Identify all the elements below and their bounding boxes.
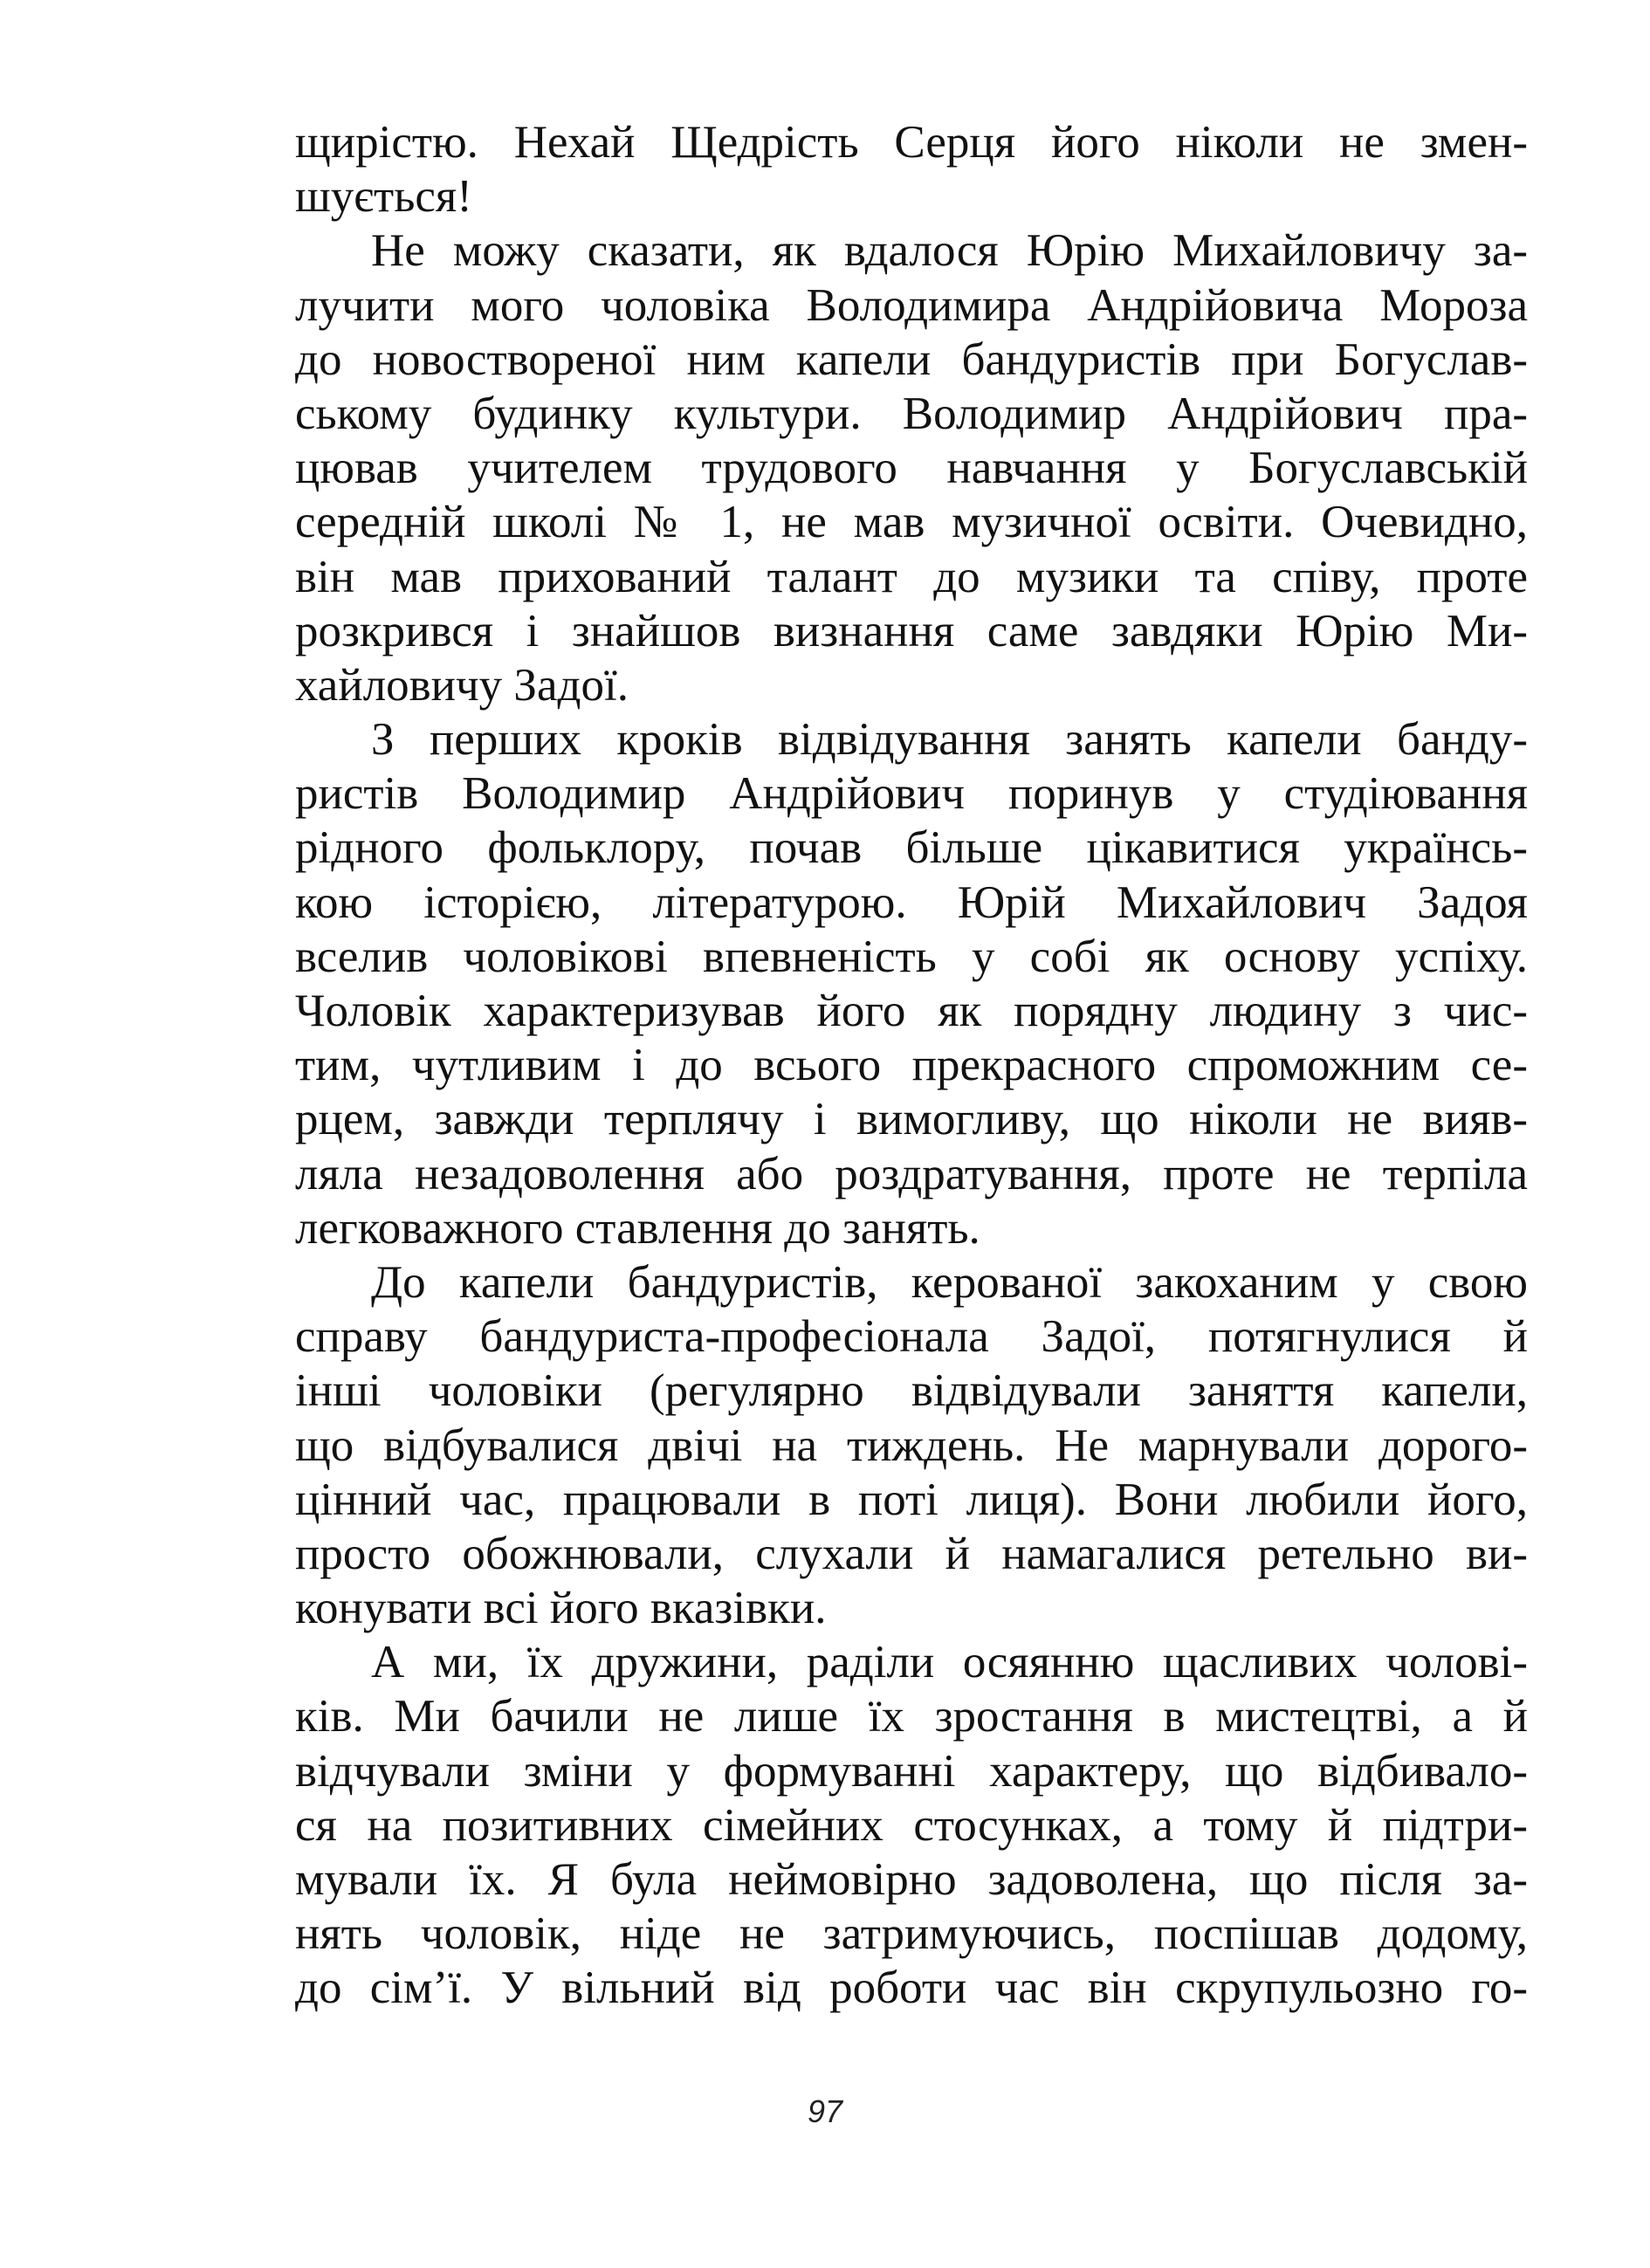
text-line: Чоловік характеризував його як порядну людину з чис- [295,986,1528,1036]
text-line: до новоствореної ним капели бандуристів при Богуслав- [295,333,1528,385]
text-line: Не можу сказати, як вдалося Юрію Михайловичу за- [371,225,1528,277]
text-line: З перших кроків відвідування занять капели банду- [371,714,1528,766]
text-line: цінний час, працювали в поті лиця). Вони любили його, [295,1474,1528,1525]
text-line: відчували зміни у формуванні характеру, що відбивало- [295,1745,1528,1797]
text-line: А ми, їх дружини, раділи осяянню щасливих чолові- [371,1637,1528,1688]
text-line: рідного фольклору, почав більше цікавитися українсь- [295,822,1528,874]
text-line: середній школі № 1, не мав музичної освіти. Очевидно, [295,497,1528,548]
text-line: хайловичу Задої. [295,659,629,711]
text-line: ків. Ми бачили не лише їх зростання в мистецтві, а й [295,1691,1528,1742]
text-line: інші чоловіки (регулярно відвідували заняття капели, [295,1365,1528,1417]
text-line: тим, чутливим і до всього прекрасного спроможним се- [295,1040,1528,1091]
text-line: мували їх. Я була неймовірно задоволена, що після за- [295,1854,1528,1905]
body-text [295,115,1528,2016]
text-line: вселив чоловікові впевненість у собі як основу успіху. [295,931,1528,982]
text-line: конувати всі його вказівки. [295,1583,827,1634]
text-line: щирістю. Нехай Щедрість Серця його ніколи не змен- [295,117,1528,168]
text-line: справу бандуриста-професіонала Задої, потягнулися й [295,1311,1528,1363]
text-line: нять чоловік, ніде не затримуючись, поспішав додому, [295,1908,1528,1960]
text-line: легковажного ставлення до занять. [295,1202,980,1254]
text-line: ському будинку культури. Володимир Андрійович пра- [295,388,1528,439]
text-line: що відбувалися двічі на тиждень. Не марнували дорого- [295,1419,1528,1471]
page-number: 97 [807,2093,843,2129]
text-line: ся на позитивних сімейних стосунках, а тому й підтри- [295,1799,1528,1851]
text-line: розкрився і знайшов визнання саме завдяки Юрію Ми- [295,605,1528,656]
text-line: ристів Володимир Андрійович поринув у студіювання [295,768,1528,820]
text-line: просто обожнювали, слухали й намагалися ретельно ви- [295,1528,1528,1579]
text-line: кою історією, літературою. Юрій Михайлович Задоя [295,876,1528,928]
text-line: шується! [295,171,472,223]
text-line: рцем, завжди терплячу і вимогливу, що ніколи не вияв- [295,1094,1528,1145]
text-line: він мав прихований талант до музики та співу, проте [295,551,1528,602]
text-line: цював учителем трудового навчання у Богуславській [295,443,1528,494]
text-line: До капели бандуристів, керованої закоханим у свою [371,1256,1528,1308]
text-line: ляла незадоволення або роздратування, проте не терпіла [295,1148,1528,1199]
text-line: до сім’ї. У вільний від роботи час він скрупульозно го- [295,1962,1528,2014]
text-line: лучити мого чоловіка Володимира Андрійовича Мороза [295,279,1528,331]
